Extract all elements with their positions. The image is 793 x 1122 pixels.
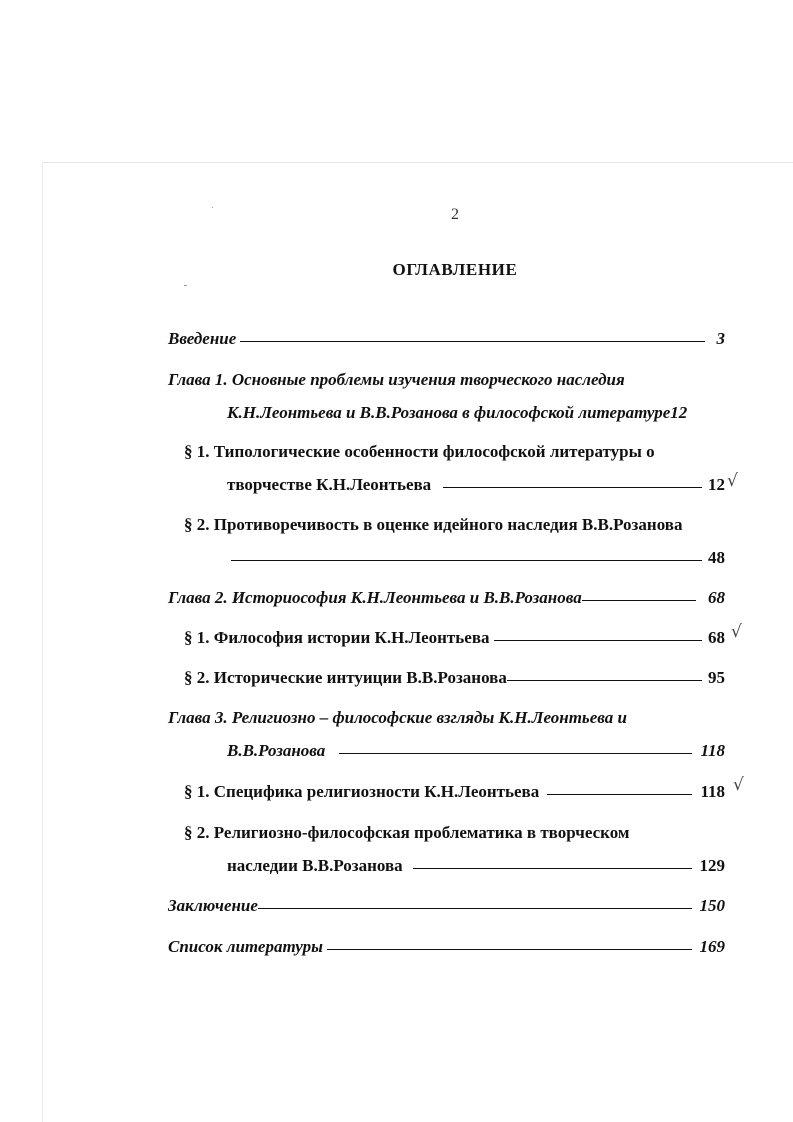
toc-entry-title: В.В.Розанова [227,741,326,760]
toc-entry-title: Заключение [168,896,258,915]
toc-entry-title: Глава 3. Религиозно – философские взгляды К.Н.Леонтьева и [168,708,627,727]
leader-line [582,600,696,601]
toc-entry-page: 169 [699,937,725,956]
toc-entry-chapter3-cont[interactable] [227,740,725,762]
toc-entry-page: 12 [708,475,725,494]
toc-entry-page: 3 [716,329,725,348]
toc-entry-title: § 2. Исторические интуиции В.В.Розанова [184,668,507,687]
leader-line [339,753,692,754]
page-number: 2 [451,206,459,223]
toc-entry-page: 68 [708,588,725,607]
leader-line [494,640,702,641]
toc-entry-title: § 2. Религиозно-философская проблематика в творческом [184,823,630,842]
leader-line [240,341,704,342]
toc-entry-ch1-section1-cont[interactable] [227,474,725,496]
check-mark-icon: √ [733,775,744,795]
toc-entry-ch1-section1[interactable] [184,441,655,463]
check-mark-icon: √ [727,471,738,491]
toc-entry-title: К.Н.Леонтьева и В.В.Розанова в философской литературе [227,403,671,422]
toc-entry-title: Глава 1. Основные проблемы изучения творческого наследия [168,370,625,389]
toc-entry-chapter2[interactable] [168,587,725,609]
toc-entry-ch3-section2-cont[interactable] [227,855,725,877]
toc-entry-ch3-section2[interactable] [184,822,629,844]
toc-entry-title: наследии В.В.Розанова [227,856,403,875]
toc-entry-page: 48 [708,548,725,567]
toc-entry-page: 95 [708,668,725,687]
leader-line [443,487,702,488]
leader-line [413,868,692,869]
toc-entry-conclusion[interactable] [168,895,725,917]
toc-entry-bibliography[interactable] [168,936,725,958]
toc-entry-page: 129 [699,856,725,875]
leader-line [258,908,692,909]
toc-entry-chapter1[interactable] [168,369,625,391]
toc-entry-page: 118 [700,741,725,760]
toc-entry-chapter3[interactable] [168,707,627,729]
leader-line [327,949,692,950]
toc-entry-title: Список литературы [168,937,323,956]
toc-entry-page: 150 [699,896,725,915]
toc-entry-title: творчестве К.Н.Леонтьева [227,475,432,494]
check-mark-icon: √ [731,622,742,642]
toc-entry-ch3-section1[interactable] [184,781,725,803]
toc-entry-title: Глава 2. Историософия К.Н.Леонтьева и В.В.Розанова [168,588,582,607]
leader-line [231,560,702,561]
toc-entry-page: 118 [700,782,725,801]
toc-entry-title: § 1. Специфика религиозности К.Н.Леонтьева [184,782,540,801]
leader-line [547,794,692,795]
toc-entry-ch1-section2[interactable] [184,514,682,536]
toc-entry-page: 12 [670,403,688,422]
leader-line [507,680,702,681]
toc-entry-title: § 1. Философия истории К.Н.Леонтьева [184,628,490,647]
toc-entry-intro[interactable] [168,328,725,350]
toc-entry-title: § 2. Противоречивость в оценке идейного наследия В.В.Розанова [184,515,683,534]
toc-entry-ch2-section2[interactable] [184,667,725,689]
toc-entry-title: § 1. Типологические особенности философской литературы о [184,442,655,461]
toc-heading: ОГЛАВЛЕНИЕ [392,260,518,279]
toc-entry-ch1-section2-cont[interactable] [231,547,725,569]
toc-entry-ch2-section1[interactable] [184,627,725,649]
toc-entry-page: 68 [708,628,725,647]
toc-entry-chapter1-cont[interactable] [227,402,687,424]
toc-entry-title: Введение [168,329,237,348]
